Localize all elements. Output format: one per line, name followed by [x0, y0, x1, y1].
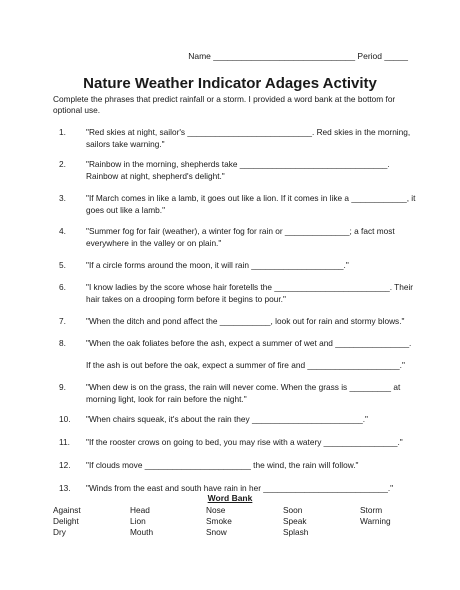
word-bank-word: Warning: [360, 516, 391, 526]
word-bank-word: Mouth: [130, 527, 154, 537]
word-bank-column-2: [130, 505, 153, 538]
question-text: "If March comes in like a lamb, it goes out like a lion. If it comes in like a ____________, it goes out like a lamb.": [86, 193, 416, 215]
question-number: 11.: [59, 437, 70, 447]
word-bank-word: Dry: [53, 527, 66, 537]
word-bank-word: Storm: [360, 505, 383, 515]
question-number: 5.: [59, 260, 66, 270]
question-text: "I know ladies by the score whose hair foretells the _________________________. Their hair takes on a drooping form before it begins to pour.": [86, 282, 414, 304]
name-period-line: Name ______________________________ Period _____: [188, 51, 408, 61]
question-text: "When dew is on the grass, the rain will never come. When the grass is _________ at morning light, look for rain before the night.": [86, 382, 401, 404]
word-bank-word: Smoke: [206, 516, 232, 526]
question-number: 12.: [59, 460, 71, 470]
question-number: 8.: [59, 338, 66, 348]
question-number: 3.: [59, 193, 66, 203]
question-text: "When chairs squeak, it's about the rain they ________________________.": [86, 414, 368, 424]
word-bank-column-4: [283, 505, 308, 538]
word-bank-column-3: [206, 505, 232, 538]
question-text: "When the oak foliates before the ash, expect a summer of wet and ________________.: [86, 338, 412, 348]
question-text: "If clouds move _______________________ the wind, the rain will follow.": [86, 460, 359, 470]
question-text: "Summer fog for fair (weather), a winter fog for rain or ______________; a fact most everywhere in the valley or on plain.": [86, 226, 395, 248]
word-bank-word: Speak: [283, 516, 307, 526]
question-text: If the ash is out before the oak, expect a summer of fire and ____________________.": [86, 360, 405, 370]
word-bank-word: Nose: [206, 505, 226, 515]
word-bank-word: Head: [130, 505, 150, 515]
word-bank-word: Snow: [206, 527, 227, 537]
word-bank-column-5: [360, 505, 391, 527]
question-number: 13.: [59, 483, 71, 493]
question-text: "Winds from the east and south have rain in her ___________________________.": [86, 483, 394, 493]
question-number: 7.: [59, 316, 66, 326]
question-number: 6.: [59, 282, 66, 292]
question-text: "Rainbow in the morning, shepherds take ________________________________. Rainbow at night, shepherd's delight.": [86, 159, 390, 181]
word-bank-word: Lion: [130, 516, 146, 526]
word-bank-word: Against: [53, 505, 81, 515]
question-text: "Red skies at night, sailor's ___________________________. Red skies in the morning, sailors take warning.": [86, 127, 411, 149]
word-bank-title: Word Bank: [207, 493, 253, 503]
word-bank-word: Splash: [283, 527, 309, 537]
question-number: 1.: [59, 127, 66, 137]
page-title: Nature Weather Indicator Adages Activity: [83, 75, 377, 92]
question-text: "If the rooster crows on going to bed, you may rise with a watery ________________.": [86, 437, 403, 447]
word-bank-column-1: [53, 505, 81, 538]
word-bank-word: Delight: [53, 516, 79, 526]
question-number: 2.: [59, 159, 66, 169]
instructions: Complete the phrases that predict rainfall or a storm. I provided a word bank at the bottom for optional use.: [53, 94, 396, 115]
question-number: 4.: [59, 226, 66, 236]
question-text: "If a circle forms around the moon, it will rain ____________________.": [86, 260, 349, 270]
question-number: 10.: [59, 414, 71, 424]
question-text: "When the ditch and pond affect the ___________, look out for rain and stormy blows.": [86, 316, 405, 326]
question-number: 9.: [59, 382, 66, 392]
word-bank-word: Soon: [283, 505, 303, 515]
